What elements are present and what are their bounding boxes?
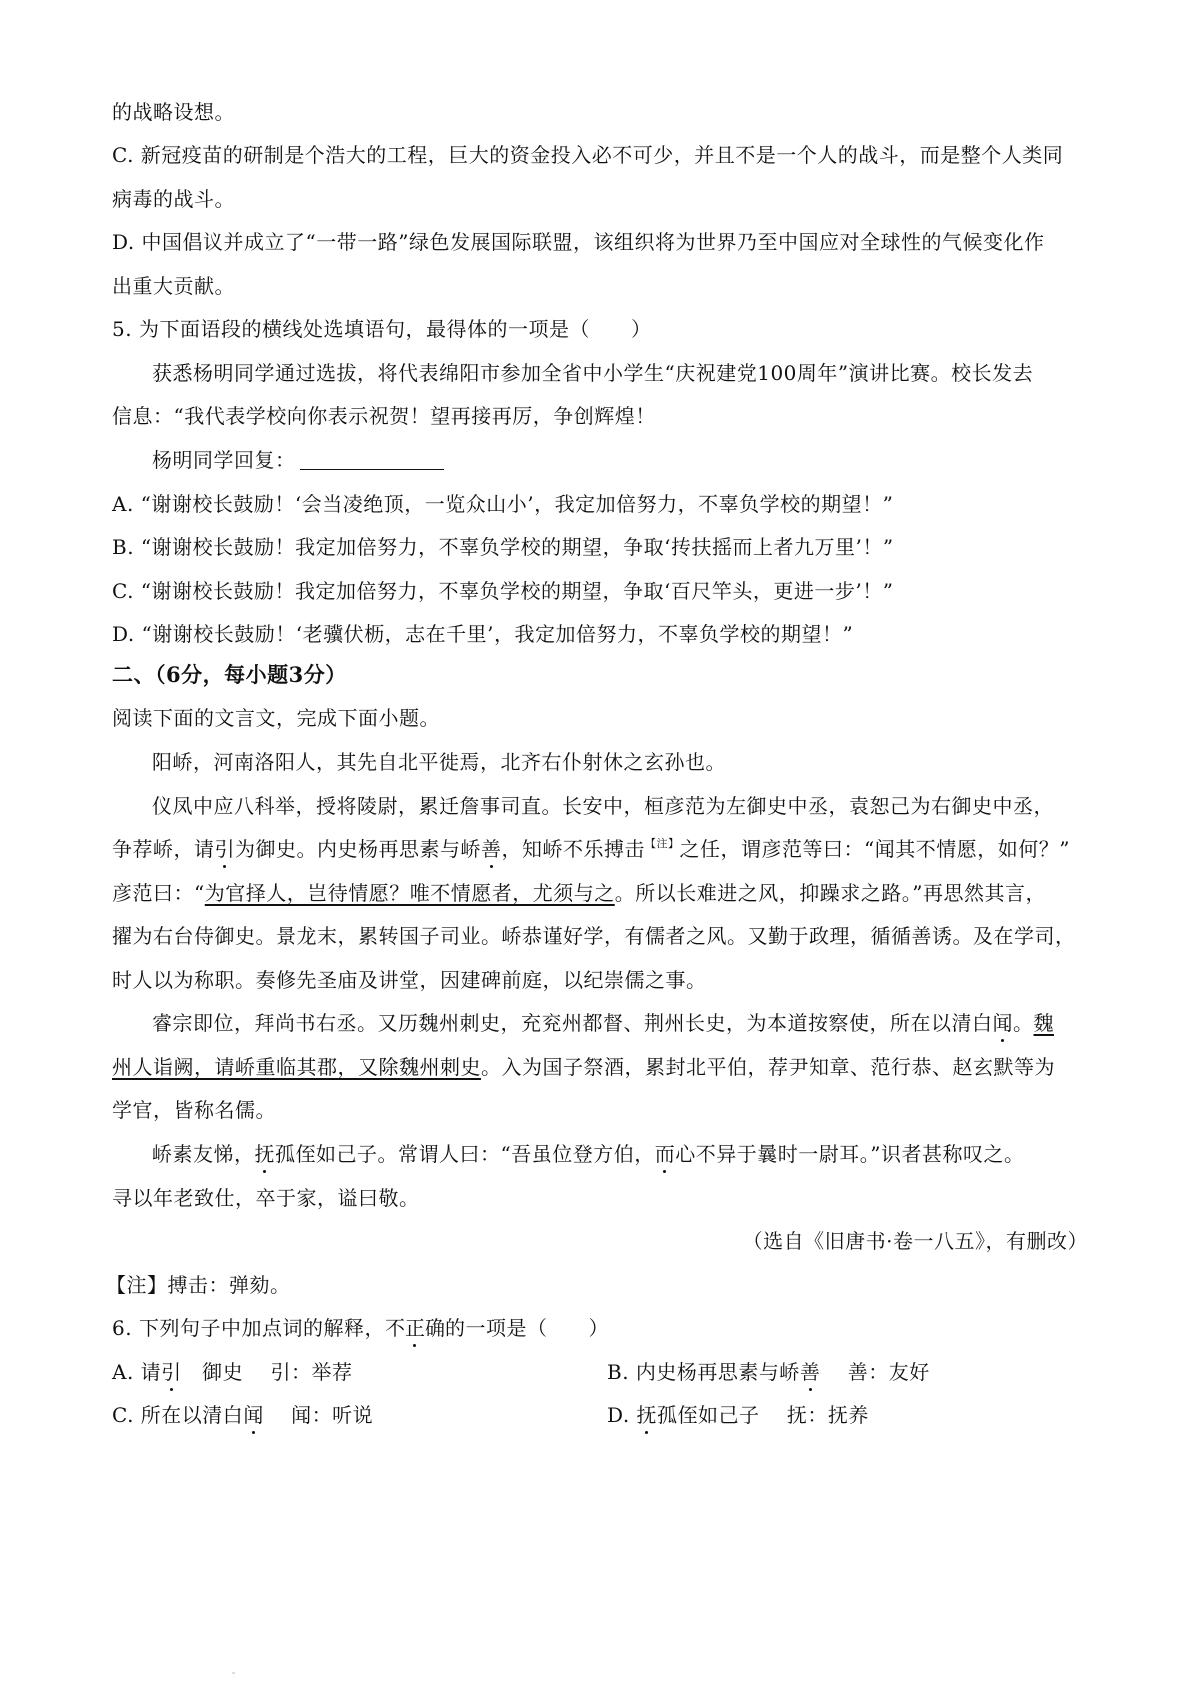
q5-answer-blank	[300, 451, 444, 470]
q6-option-d: D. 抚孤侄如己子 抚：抚养	[607, 1403, 869, 1427]
q5-option-a: A. “谢谢校长鼓励！‘会当凌绝顶，一览众山小’，我定加倍努力，不辜负学校的期望！”	[112, 492, 894, 516]
footnote-marker: 【注】	[645, 837, 680, 850]
dotted-word-wen: 闻	[992, 1011, 1013, 1035]
q4-option-d-line2: 出重大贡献。	[112, 274, 235, 298]
passage-para2-line1: 仪凤中应八科举，授将陵尉，累迁詹事司直。长安中，桓彦范为左御史中丞，袁恕己为右御史中丞，	[152, 794, 1054, 818]
section2-heading: 二、（6分，每小题3分）	[112, 662, 347, 687]
underlined-sentence-2: 州人诣阙，请峤重临其郡，又除魏州刺史	[112, 1055, 481, 1079]
underlined-sentence-1: 为官择人，岂待情愿？唯不情愿者，尤须与之	[204, 881, 615, 905]
dotted-word-er: 而	[654, 1142, 676, 1166]
underlined-sentence-2-start: 魏	[1033, 1011, 1054, 1035]
passage-para4-line1: 峤素友悌，抚孤侄如己子。常谓人曰：“吾虽位登方伯，而心不异于曩时一尉耳。”识者甚称叹之。	[152, 1142, 1025, 1166]
q4-option-c-line1: C. 新冠疫苗的研制是个浩大的工程，巨大的资金投入必不可少，并且不是一个人的战斗，而是整个人类同	[112, 143, 1064, 167]
dotted-word-yin: 引	[214, 837, 235, 861]
passage-source: （选自《旧唐书·卷一八五》，有删改）	[742, 1229, 1088, 1253]
q5-reply-line	[152, 444, 444, 473]
q6-option-a: A. 请引 御史 引：举荐	[112, 1360, 353, 1384]
section2-instruction: 阅读下面的文言文，完成下面小题。	[112, 706, 440, 730]
q4-option-c-line2: 病毒的战斗。	[112, 187, 235, 211]
passage-para4-line2: 寻以年老致仕，卒于家，谥曰敬。	[112, 1186, 420, 1210]
q5-option-b: B. “谢谢校长鼓励！我定加倍努力，不辜负学校的期望，争取‘抟扶摇而上者九万里’！”	[112, 535, 894, 559]
q6-option-c: C. 所在以清白闻 闻：听说	[112, 1403, 374, 1427]
q6-option-b: B. 内史杨再思素与峤善 善：友好	[607, 1360, 930, 1384]
passage-para1: 阳峤，河南洛阳人，其先自北平徙焉，北齐右仆射休之玄孙也。	[152, 750, 726, 774]
dotted-word-fu: 抚	[254, 1142, 275, 1166]
passage-para2-line2: 争荐峤，请引为御史。内史杨再思素与峤善，知峤不乐搏击$^{【注】}$之任，谓彦范等曰：“闻其不情愿，如何？”	[112, 837, 1070, 861]
q5-option-d: D. “谢谢校长鼓励！‘老骥伏枥，志在千里’，我定加倍努力，不辜负学校的期望！”	[112, 622, 854, 646]
q5-reply-label: 杨明同学回复：	[152, 448, 296, 472]
q4-option-d-line1: D. 中国倡议并成立了“一带一路”绿色发展国际联盟，该组织将为世界乃至中国应对全球性的气候变化作	[112, 230, 1045, 254]
q6-stem: 6. 下列句子中加点词的解释，不正确的一项是（ ）	[112, 1316, 609, 1340]
passage-para3-line1: 睿宗即位，拜尚书右丞。又历魏州刺史，充兖州都督、荆州长史，为本道按察使，所在以清白闻。魏	[152, 1011, 1054, 1035]
passage-para2-line3: 彦范曰：“为官择人，岂待情愿？唯不情愿者，尤须与之。所以长难进之风，抑躁求之路。”再思然其言，	[112, 881, 1046, 905]
dotted-word-shan: 善	[481, 837, 502, 861]
q5-option-c: C. “谢谢校长鼓励！我定加倍努力，不辜负学校的期望，争取‘百尺竿头，更进一步’！”	[112, 579, 894, 603]
q4-option-b-tail: 的战略设想。	[112, 100, 235, 124]
q5-passage-line2: 信息：“我代表学校向你表示祝贺！望再接再厉，争创辉煌！	[112, 404, 656, 428]
passage-para3-line2: 州人诣阙，请峤重临其郡，又除魏州刺史。入为国子祭酒，累封北平伯，荐尹知章、范行恭、赵玄默等为	[112, 1055, 1055, 1079]
q5-passage-line1: 获悉杨明同学通过选拔，将代表绵阳市参加全省中小学生“庆祝建党100周年”演讲比赛。校长发去	[152, 361, 1034, 385]
passage-para2-line4: 擢为右台侍御史。景龙末，累转国子司业。峤恭谨好学，有儒者之风。又勤于政理，循循善诱。及在学司，	[112, 924, 1076, 948]
q5-stem: 5. 为下面语段的横线处选填语句，最得体的一项是（ ）	[112, 317, 652, 341]
passage-para2-line5: 时人以为称职。奏修先圣庙及讲堂，因建碑前庭，以纪崇儒之事。	[112, 968, 707, 992]
passage-para3-line3: 学官，皆称名儒。	[112, 1098, 276, 1122]
dotted-word-buzhengque: 不正确	[384, 1316, 445, 1340]
footnote: 【注】搏击：弹劾。	[106, 1273, 291, 1297]
scan-speck	[232, 1672, 235, 1674]
